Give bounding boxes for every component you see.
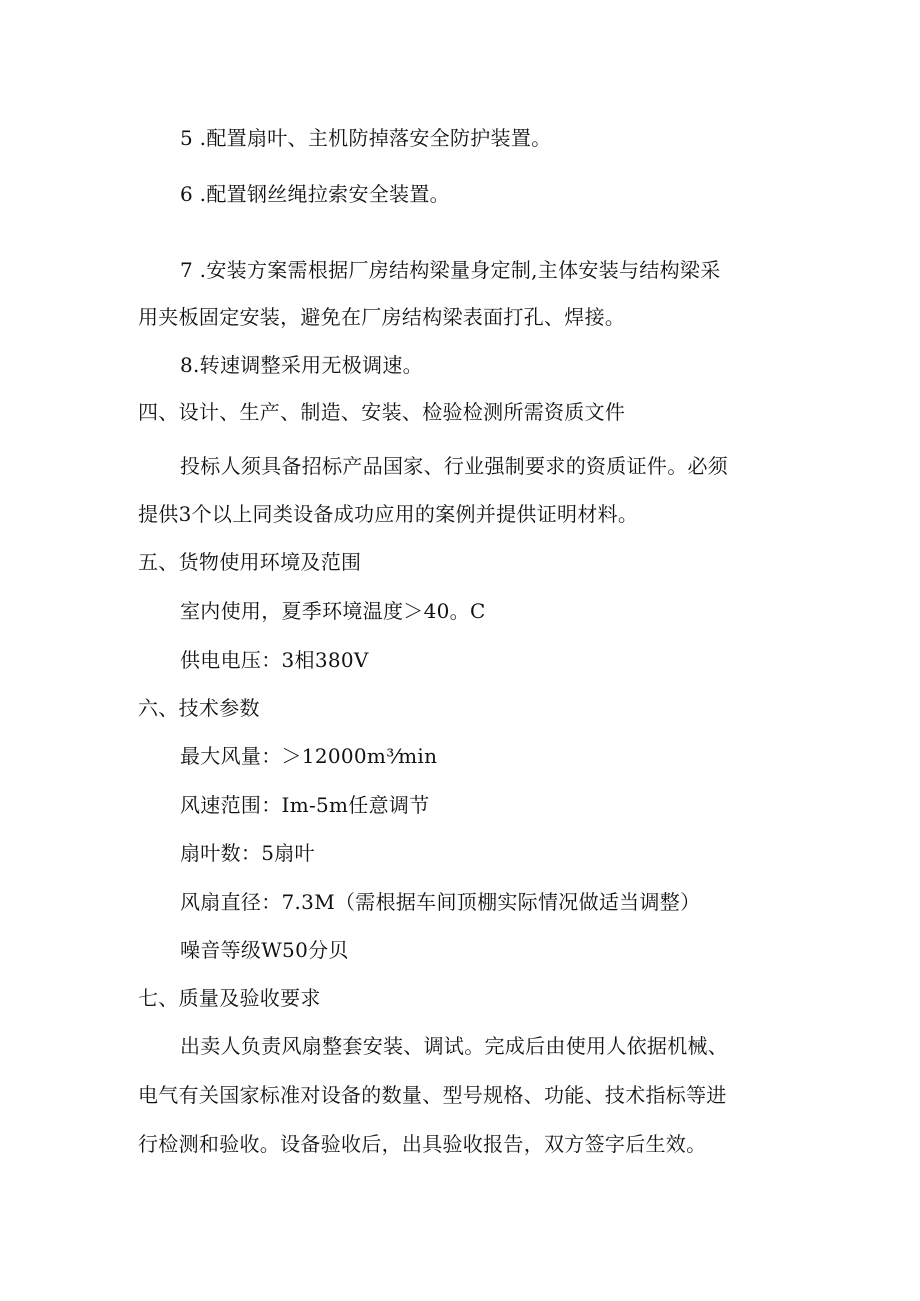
section-4-paragraph-line2: 提供3个以上同类设备成功应用的案例并提供证明材料。 (138, 502, 639, 526)
section-5-heading: 五、货物使用环境及范围 (138, 550, 362, 574)
section-6-heading: 六、技术参数 (138, 696, 260, 720)
item-6-text: 6 .配置钢丝绳拉索安全装置。 (180, 182, 450, 206)
section-7-paragraph-line1: 出卖人负责风扇整套安装、调试。完成后由使用人依据机械、 (180, 1034, 729, 1058)
item-7-text-line2: 用夹板固定安装，避免在厂房结构梁表面打孔、焊接。 (138, 305, 626, 329)
power-voltage-text: 供电电压：3相380V (180, 648, 369, 672)
section-4-paragraph-line1: 投标人须具备招标产品国家、行业强制要求的资质证件。必须 (180, 454, 729, 478)
section-7-heading: 七、质量及验收要求 (138, 986, 321, 1010)
fan-diameter-text: 风扇直径：7.3M（需根据车间顶棚实际情况做适当调整） (180, 890, 701, 914)
item-8-text: 8.转速调整采用无极调速。 (180, 353, 423, 377)
item-7-text-line1: 7 .安装方案需根据厂房结构梁量身定制,主体安装与结构梁采 (180, 258, 721, 282)
section-4-heading: 四、设计、生产、制造、安装、检验检测所需资质文件 (138, 400, 626, 424)
item-5-text: 5 .配置扇叶、主机防掉落安全防护装置。 (180, 126, 552, 150)
blade-count-text: 扇叶数：5扇叶 (180, 841, 315, 865)
noise-level-text: 噪音等级W50分贝 (180, 938, 349, 962)
section-7-paragraph-line3: 行检测和验收。设备验收后，出具验收报告，双方签字后生效。 (138, 1132, 707, 1156)
usage-environment-text: 室内使用，夏季环境温度＞40。C (180, 599, 486, 623)
section-7-paragraph-line2: 电气有关国家标准对设备的数量、型号规格、功能、技术指标等进 (138, 1083, 727, 1107)
wind-speed-range-text: 风速范围：Im-5m任意调节 (180, 793, 430, 817)
max-airflow-text: 最大风量：＞12000m³⁄min (180, 744, 438, 768)
